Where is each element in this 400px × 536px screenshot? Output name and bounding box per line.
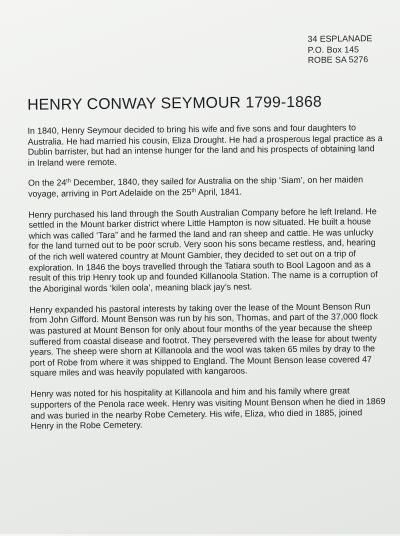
page-title: HENRY CONWAY SEYMOUR 1799-1868 bbox=[27, 93, 322, 114]
voyage-text-2: December, 1840, they sailed for Australia on the ship ‘Siam’, on her maiden voyage, arriving in Port Adelaide on the 25 bbox=[28, 174, 364, 199]
voyage-text-3: April, 1841. bbox=[196, 186, 242, 198]
ordinal-suffix-2: th bbox=[191, 188, 197, 195]
paragraph-later-life: Henry was noted for his hospitality at Killanoola and him and his family where great supporters of the Penola race week. Henry was visiting Mount Benson when he died in 1869 and was buried in the nearby Robe Cemetery. His wife, Eliza, who died in 1885, joined Henry in the Robe Cemetery. bbox=[30, 385, 386, 432]
paragraph-arrival: In 1840, Henry Seymour decided to bring his wife and five sons and four daughters to Australia. He had married his cousin, Eliza Drought. He had a prosperous legal practice as a Dublin barrister, but had an intense hunger for the land and his prospects of obtaining land in Ireland were remote. bbox=[27, 122, 383, 168]
address-block bbox=[308, 33, 373, 65]
ordinal-suffix-1: th bbox=[66, 178, 71, 185]
address-line-po-box: P.O. Box 145 bbox=[307, 43, 359, 55]
address-line-street: 34 ESPLANADE bbox=[307, 33, 373, 44]
document-body bbox=[28, 122, 386, 442]
paragraph-land-purchase: Henry purchased his land through the South Australian Company before he left Ireland. He settled in the Mount barker district where Little Hampton is now situated. He built a house which was called ‘Tara” and he farmed the land and ran sheep and cattle. He was unlucky for the land turned out to be poor scrub. Very soon his sons became restless, and, hearing of the rich well watered country at Mount Gambier, they decided to set out on a trip of exploration. In 1846 the boys travelled through the Tatiara south to Bool Lagoon and as a result of this trip Henry took up and founded Killanoola Station. The name is a corruption of the Aboriginal words ‘kilen oola’, meaning black jay’s nest. bbox=[28, 205, 378, 294]
voyage-text-1: On the 24 bbox=[28, 177, 67, 189]
paragraph-mount-benson: Henry expanded his pastoral interests by taking over the lease of the Mount Benson Run from John Gifford. Mount Benson was run by his son, Thomas, and part of the 37,000 flock was pastured at Mount Benson for only about four months of the year because the sheep suffered from coastal disease and footrot. They persevered with the lease for about twenty years. The sheep were shorn at Killanoola and the wool was taken 65 miles by dray to the port of Robe from where it was shipped to England. The Mount Benson lease covered 47 square miles and was heavily populated with kangaroos. bbox=[29, 301, 378, 379]
paragraph-voyage bbox=[28, 174, 383, 199]
address-line-town: ROBE SA 5276 bbox=[307, 54, 369, 66]
